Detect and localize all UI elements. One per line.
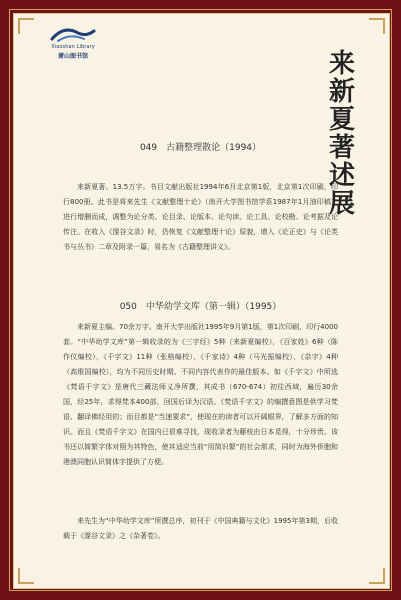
corner-ornament xyxy=(369,568,385,584)
title-char: 展 xyxy=(328,189,355,219)
title-char: 来 xyxy=(328,49,355,79)
section-paragraph: 来新夏主编。70余万字。南开大学出版社1995年9月第1版，第1次印刷，印行4000套。“中华幼学文库”第一辑收录的为《三字经》5种（来新夏编校），《百家姓》6种（陈作仪编校），《千字文》11种（张格编校），《千家诗》4种（马光振编校），《杂字》4种（高维国编校），均为不同历史时期、不同内容代表作的最佳版本。如《千字文》中所选《梵语千字文》是唐代三藏法师义净所撰，其成书（670-674）初往西域，遍历30余国，经25年，求得梵本400部，回国后译为汉语。《梵语千字文》的编撰意图是供学习梵语、翻译佛经用的；而目都是“当速要求”，使现在的读者可以开阔眼界，了解多方面的知识。而且《梵语千字文》在国内已很难寻找，现收录者为藤枝由日本觅得，十分珍贵。该书还以简繁字体对照为其特色，使其适应当前“用简识繁”的社会需求，同时为海外侨胞和港澳同胞认识简体字提供了方便。 xyxy=(63,323,338,466)
title-char: 著 xyxy=(328,133,355,163)
section-paragraph: 来先生为“中华幼学文库”所撰总序，初刊于《中国典籍与文化》1995年第3期，后收载于《邃谷文录》之《杂著卷》。 xyxy=(63,517,338,540)
corner-ornament xyxy=(18,568,34,584)
library-logo-icon xyxy=(50,27,96,45)
logo-english-name: Xiaoshan Library xyxy=(51,44,95,50)
section-paragraph: 来新夏著。13.5万字。书目文献出版社1994年6月北京第1版，北京第1次印刷，印行800册。此书是将来先生《文献整理十论》（南开大学图书馆学系1987年1月油印稿）进行增删而成，调整为论分类、论目录、论版本、论句读、论工具、论校勘、论考据及论传注。在收入《邃谷文录》时，仍恢复《文献整理十论》原貌，增入《论正史》与《论类书与丛书》二章及附录一篇，易名为《古籍整理讲义》。 xyxy=(63,183,338,251)
corner-ornament xyxy=(18,18,34,34)
title-char: 夏 xyxy=(328,105,355,135)
section-title: 049 古籍整理散论（1994） xyxy=(139,143,262,153)
library-logo xyxy=(38,27,108,61)
title-char: 述 xyxy=(328,161,355,191)
logo-chinese-name: 萧山图书馆 xyxy=(57,53,88,60)
title-char: 新 xyxy=(328,77,355,107)
corner-ornament xyxy=(369,18,385,34)
section-title: 050 中华幼学文库（第一辑）（1995） xyxy=(119,302,282,312)
